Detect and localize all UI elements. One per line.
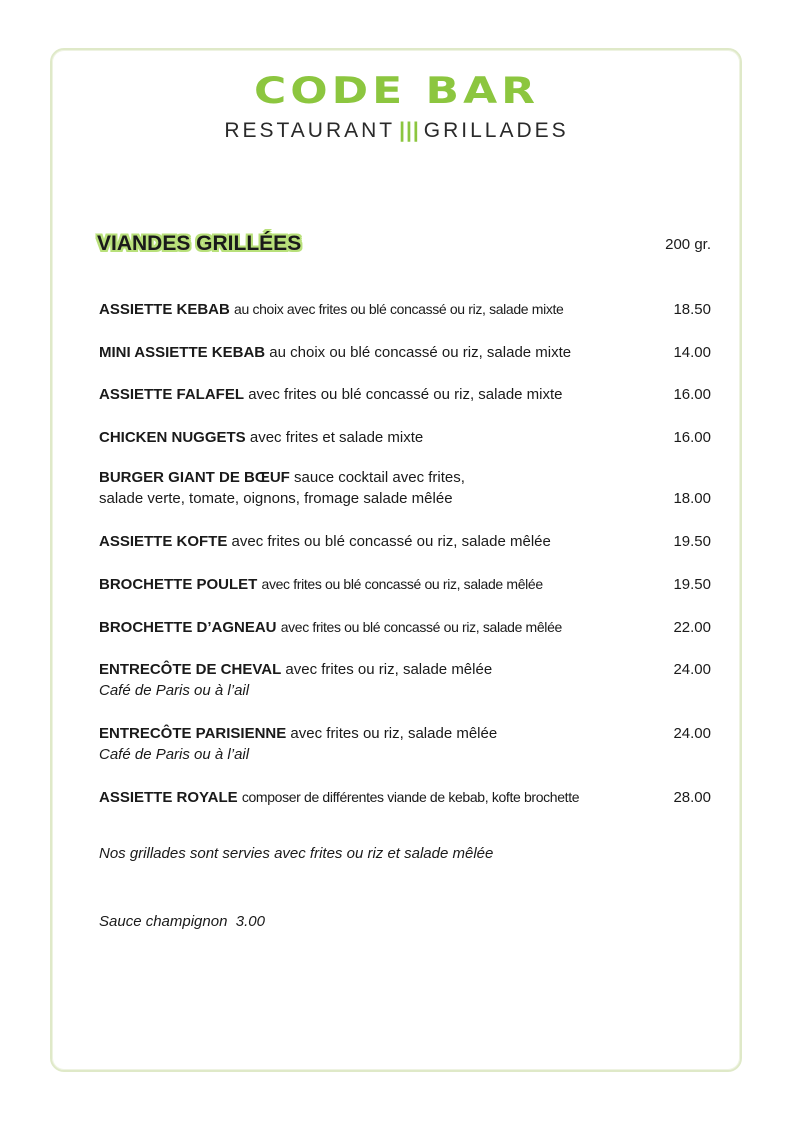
- menu-item: [99, 342, 711, 363]
- section-title: VIANDES GRILLÉES: [97, 232, 302, 255]
- item-description: sauce cocktail avec frites,: [294, 469, 465, 486]
- item-price: 19.50: [673, 576, 711, 593]
- item-description: au choix avec frites ou blé concassé ou riz, salade mixte: [234, 301, 564, 317]
- brand-subtitle: [0, 118, 793, 144]
- item-name: CHICKEN NUGGETS: [99, 429, 246, 446]
- item-description: avec frites ou blé concassé ou riz, salade mêlée: [261, 576, 543, 592]
- item-price: 16.00: [673, 429, 711, 446]
- item-price: 16.00: [673, 386, 711, 403]
- item-description: avec frites ou riz, salade mêlée: [285, 661, 493, 678]
- menu-item: [99, 659, 711, 701]
- menu-item: [99, 574, 711, 595]
- item-description: avec frites ou blé concassé ou riz, salade mêlée: [280, 619, 562, 635]
- menu-item: [99, 427, 711, 448]
- item-name: ASSIETTE FALAFEL: [99, 386, 245, 403]
- item-price: 28.00: [673, 789, 711, 806]
- item-price: 24.00: [673, 725, 711, 742]
- subtitle-separator: |||: [399, 119, 420, 142]
- item-sauce-option: Café de Paris ou à l’ail: [99, 682, 250, 699]
- menu-item: [99, 617, 711, 638]
- item-description-continued: salade verte, tomate, oignons, fromage salade mêlée: [99, 490, 453, 507]
- item-name: BURGER GIANT DE BŒUF: [99, 469, 290, 486]
- item-name: BROCHETTE POULET: [99, 576, 258, 593]
- item-name: ASSIETTE ROYALE: [99, 789, 238, 806]
- item-description: avec frites ou riz, salade mêlée: [290, 725, 498, 742]
- item-price: 19.50: [673, 533, 711, 550]
- item-name: ASSIETTE KEBAB: [99, 301, 230, 318]
- sauce-note: Sauce champignon 3.00: [99, 913, 265, 930]
- menu-item: [99, 384, 711, 405]
- menu-item: [99, 467, 711, 509]
- item-description: composer de différentes viande de kebab, kofte brochette: [241, 789, 580, 805]
- item-name: MINI ASSIETTE KEBAB: [99, 344, 266, 361]
- item-price: 18.00: [673, 490, 711, 507]
- grillades-note: Nos grillades sont servies avec frites ou riz et salade mêlée: [99, 845, 494, 862]
- item-name: ENTRECÔTE PARISIENNE: [99, 725, 287, 742]
- item-name: BROCHETTE D’AGNEAU: [99, 619, 277, 636]
- item-price: 22.00: [673, 619, 711, 636]
- subtitle-left: RESTAURANT: [224, 119, 396, 142]
- item-price: 24.00: [673, 661, 711, 678]
- item-name: ASSIETTE KOFTE: [99, 533, 228, 550]
- item-sauce-option: Café de Paris ou à l’ail: [99, 746, 250, 763]
- brand-logo: CODE BAR: [253, 70, 540, 112]
- item-description: avec frites ou blé concassé ou riz, salade mixte: [248, 386, 563, 403]
- item-price: 14.00: [673, 344, 711, 361]
- item-description: au choix ou blé concassé ou riz, salade mixte: [269, 344, 572, 361]
- item-description: avec frites ou blé concassé ou riz, salade mêlée: [231, 533, 551, 550]
- subtitle-right: GRILLADES: [423, 119, 569, 142]
- portion-weight: 200 gr.: [665, 236, 711, 253]
- item-name: ENTRECÔTE DE CHEVAL: [99, 661, 282, 678]
- menu-item: [99, 787, 711, 808]
- menu-item: [99, 299, 711, 320]
- item-description: avec frites et salade mixte: [249, 429, 424, 446]
- menu-item: [99, 531, 711, 552]
- item-price: 18.50: [673, 301, 711, 318]
- menu-item: [99, 723, 711, 765]
